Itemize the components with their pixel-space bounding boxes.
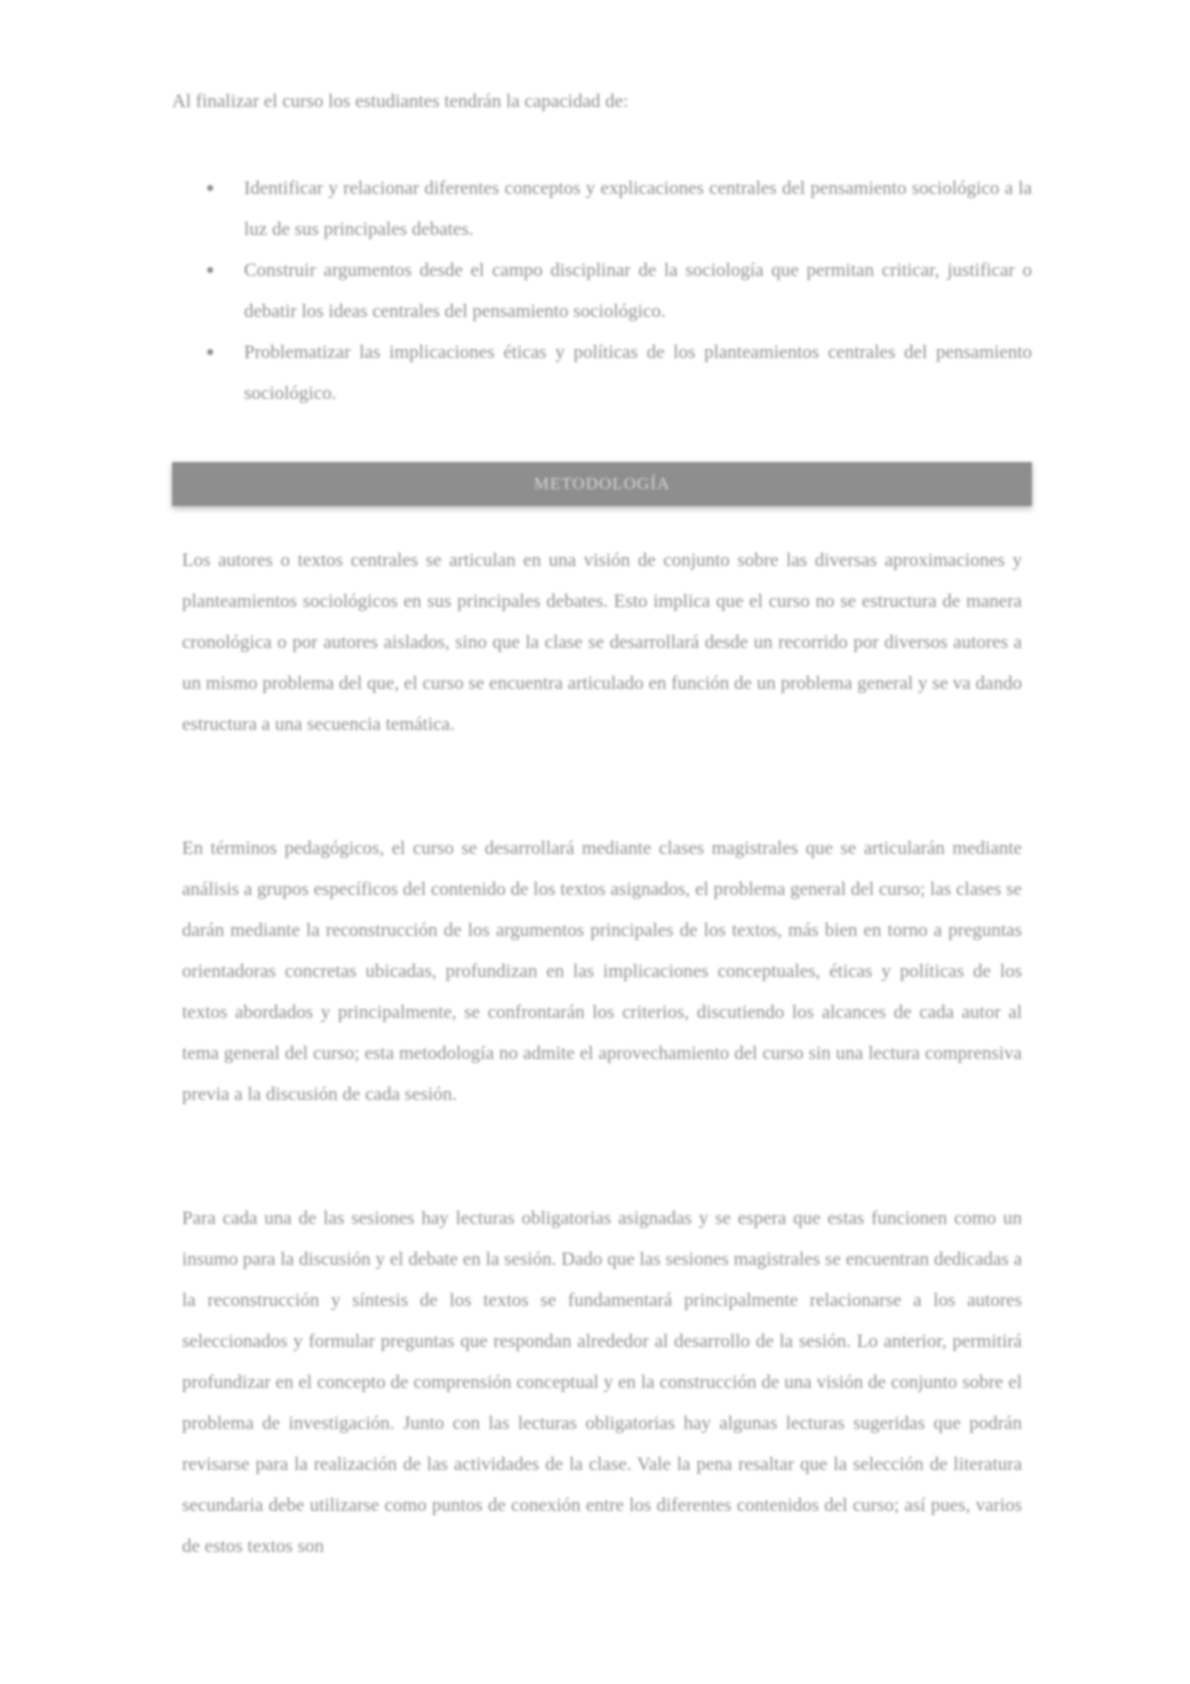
- section-header-bar: [172, 462, 1032, 506]
- section-title: METODOLOGÍA: [533, 474, 671, 493]
- bullet-icon: ●: [206, 263, 215, 278]
- objective-text: Identificar y relacionar diferentes conceptos y explicaciones centrales del pensamiento sociológico a la luz de sus principales debates.: [244, 178, 1032, 240]
- paragraph-2: En términos pedagógicos, el curso se desarrollará mediante clases magistrales que se articularán mediante análisis a grupos específicos del contenido de los textos asignados, el problema general del curso; las clases se darán mediante la reconstrucción de los argumentos principales de los textos, más bien en torno a preguntas orientadoras concretas ubicadas, profundizan en las implicaciones conceptuales, éticas y políticas de los textos abordados y principalmente, se confrontarán los criterios, discutiendo los alcances de cada autor al tema general del curso; esta metodología no admite el aprovechamiento del curso sin una lectura comprensiva previa a la discusión de cada sesión.: [182, 838, 1022, 1105]
- paragraph-1: Los autores o textos centrales se articulan en una visión de conjunto sobre las diversas aproximaciones y planteamientos sociológicos en sus principales debates. Esto implica que el curso no se estructura de manera cronológica o por autores aislados, sino que la clase se desarrollará desde un recorrido por diversos autores a un mismo problema del que, el curso se encuentra articulado en función de un problema general y se va dando estructura a una secuencia temática.: [182, 550, 1022, 735]
- list-item: [206, 250, 1032, 332]
- objectives-list: [206, 168, 1032, 414]
- objective-text: Construir argumentos desde el campo disciplinar de la sociología que permitan criticar, justificar o debatir los ideas centrales del pensamiento sociológico.: [244, 260, 1032, 322]
- list-item: [206, 332, 1032, 414]
- bullet-icon: ●: [206, 181, 215, 196]
- bullet-icon: ●: [206, 345, 215, 360]
- intro-sentence: Al finalizar el curso los estudiantes tendrán la capacidad de:: [172, 91, 629, 112]
- list-item: [206, 168, 1032, 250]
- paragraph-3: Para cada una de las sesiones hay lecturas obligatorias asignadas y se espera que estas funcionen como un insumo para la discusión y el debate en la sesión. Dado que las sesiones magistrales se encuentran dedicadas a la reconstrucción y síntesis de los textos se fundamentará principalmente relacionarse a los autores seleccionados y formular preguntas que respondan alrededor al desarrollo de la sesión. Lo anterior, permitirá profundizar en el concepto de comprensión conceptual y en la construcción de una visión de conjunto sobre el problema de investigación. Junto con las lecturas obligatorias hay algunas lecturas sugeridas que podrán revisarse para la realización de las actividades de la clase. Vale la pena resaltar que la selección de literatura secundaria debe utilizarse como puntos de conexión entre los diferentes contenidos del curso; así pues, varios de estos textos son: [182, 1208, 1022, 1557]
- objective-text: Problematizar las implicaciones éticas y políticas de los planteamientos centrales del pensamiento sociológico.: [244, 342, 1032, 404]
